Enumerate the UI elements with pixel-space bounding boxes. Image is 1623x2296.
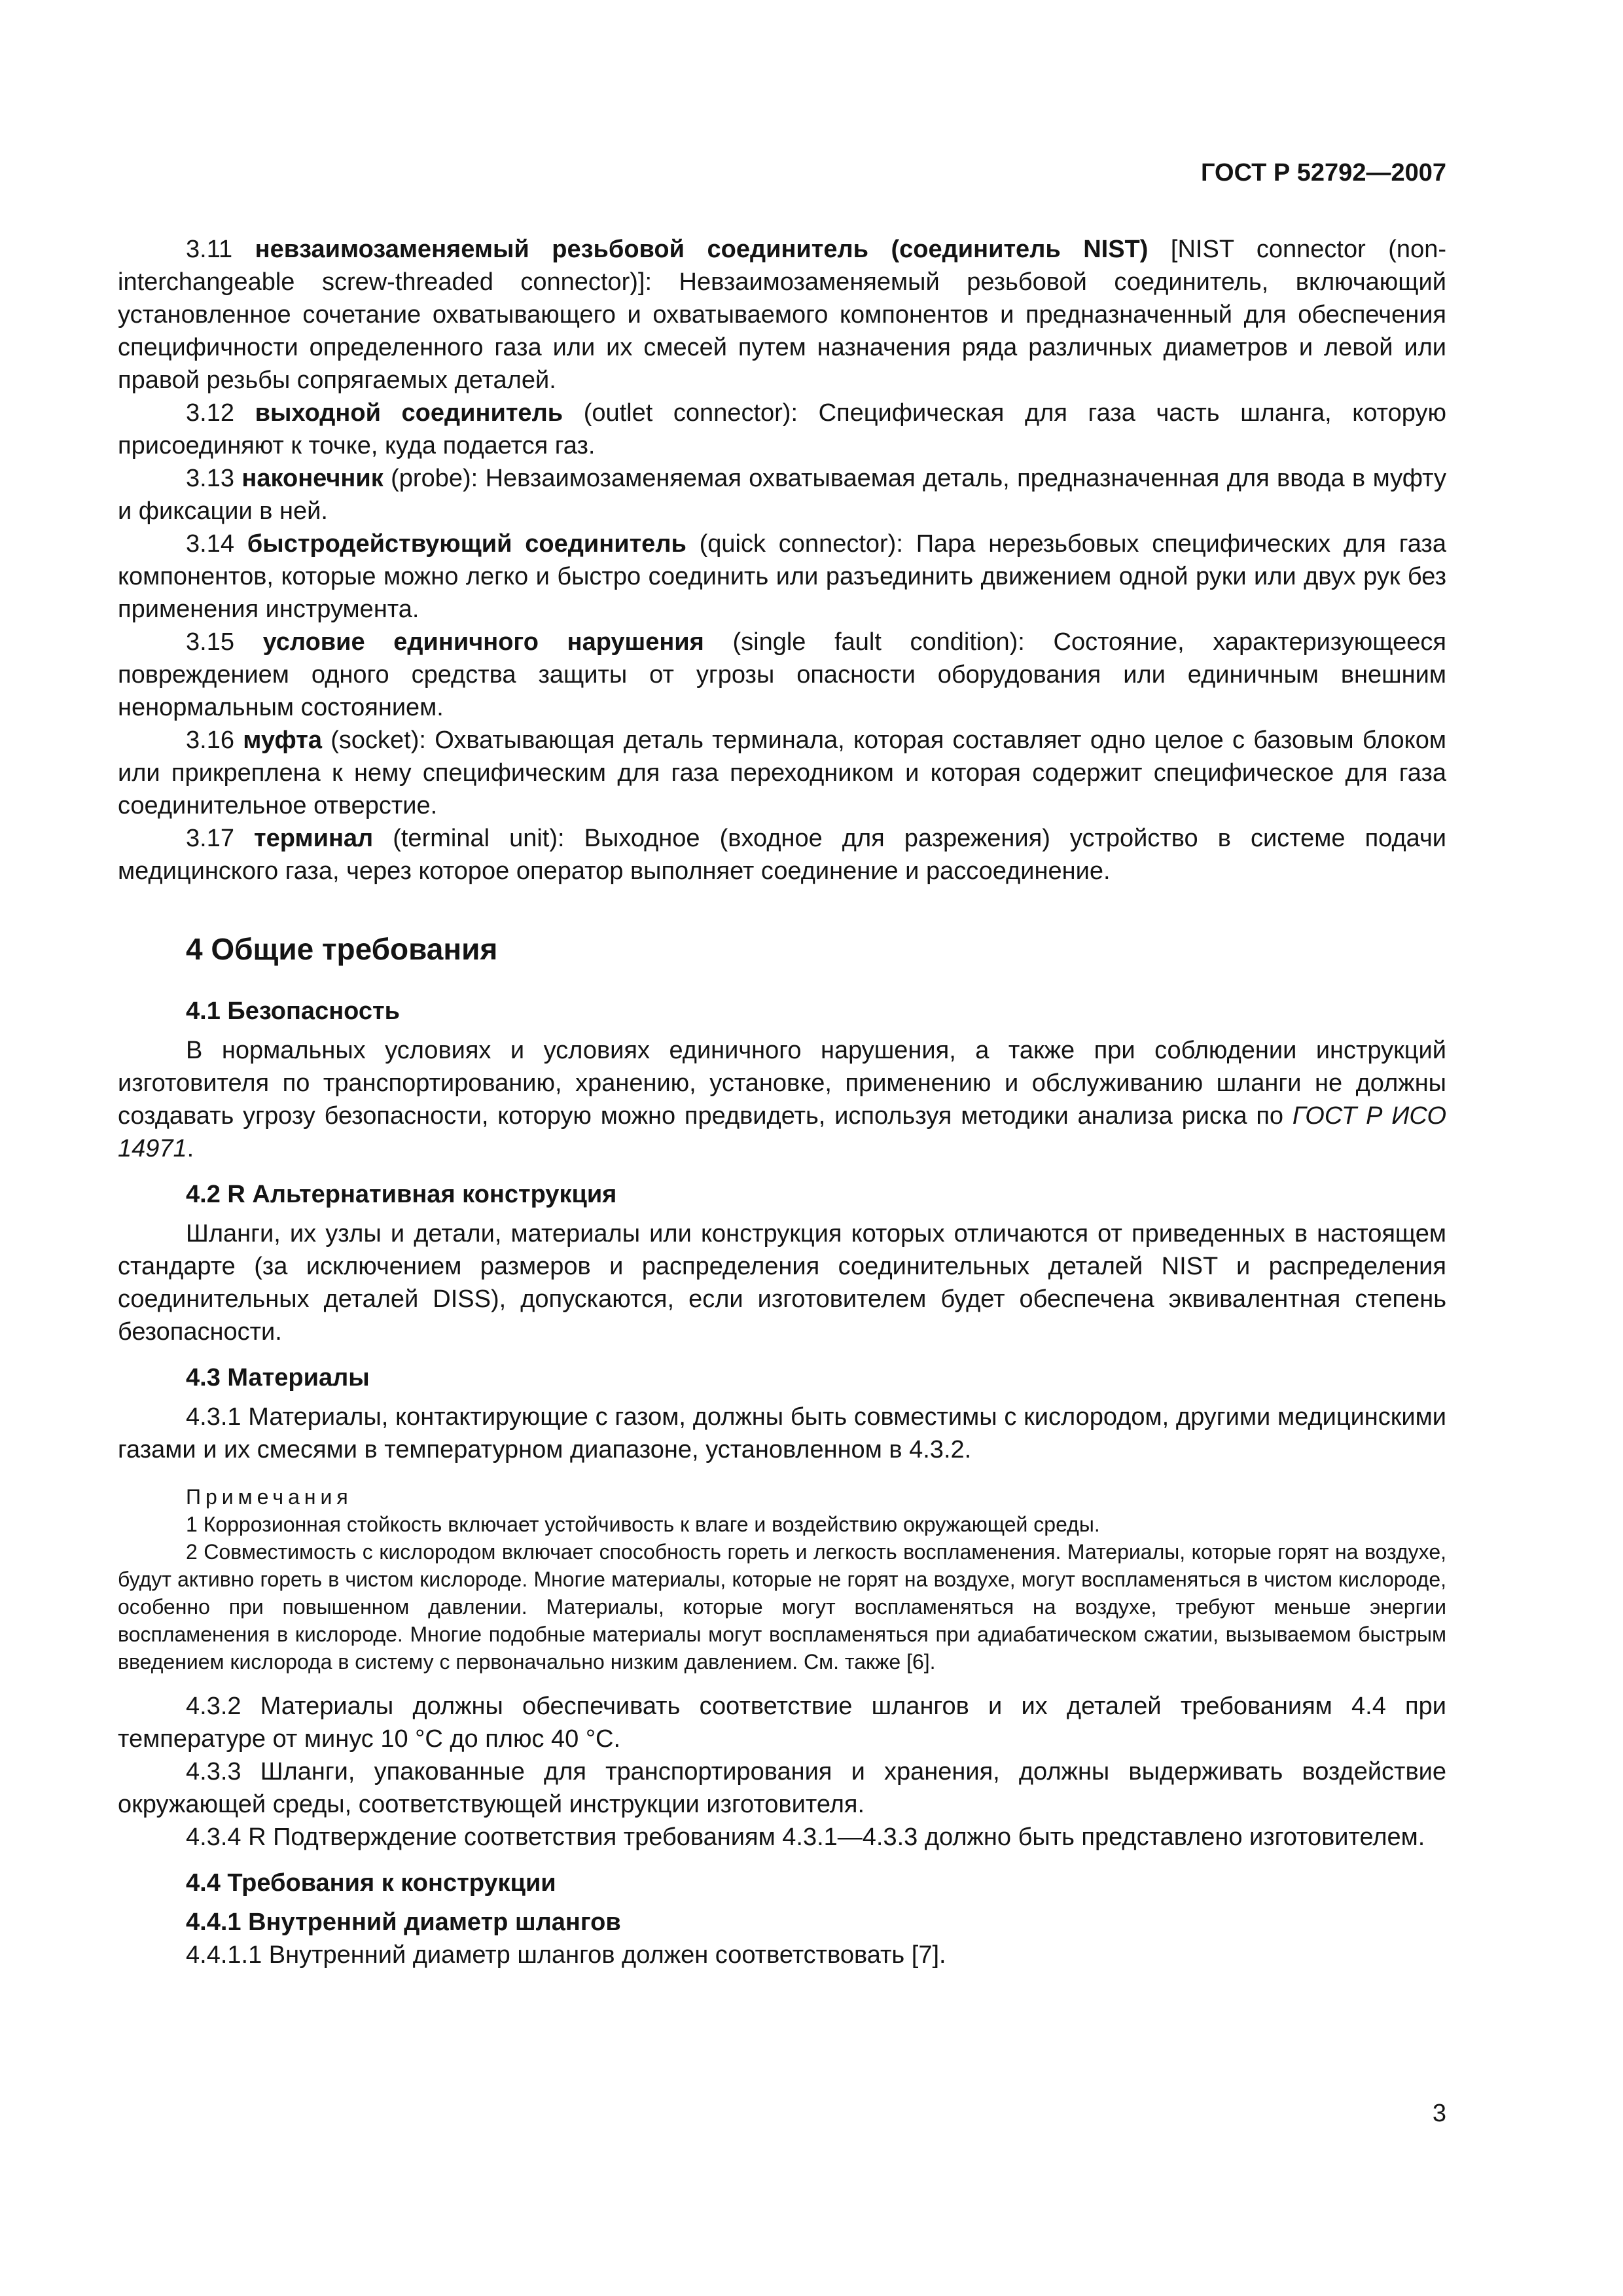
section-4-2-heading: 4.2 R Альтернативная конструкция — [186, 1181, 617, 1208]
definition-text: (quick connector): Пара нерезьбовых специфических для газа компонентов, которые можно легко и быстро соединить или разъединить движением одной руки или двух рук без применения инструмента. — [118, 530, 1446, 623]
section-4-3-4-text: 4.3.4 R Подтверждение соответствия требованиям 4.3.1—4.3.3 должно быть представлено изготовителем. — [186, 1823, 1425, 1851]
section-4-3-2-text: 4.3.2 Материалы должны обеспечивать соответствие шлангов и их деталей требованиям 4.4 при температуре от минус 10 °С до плюс 40 °С. — [118, 1693, 1446, 1753]
definition-number: 3.13 — [186, 465, 242, 492]
section-4-1-text — [118, 1034, 1446, 1165]
notes-block — [118, 1483, 1446, 1676]
definition-3-16 — [118, 724, 1446, 822]
definition-3-13 — [118, 462, 1446, 528]
definition-3-12 — [118, 397, 1446, 462]
definition-text: (terminal unit): Выходное (входное для разрежения) устройство в системе подачи медицинского газа, через которое оператор выполняет соединение и рассоединение. — [118, 825, 1446, 885]
section-4-heading: 4 Общие требования — [186, 932, 498, 966]
definition-text: (socket): Охватывающая деталь терминала, которая составляет одно целое с базовым блоком или прикреплена к нему специфическим для газа переходником и которая содержит специфическое для газа соединительное отверстие. — [118, 726, 1446, 819]
document-page — [118, 0, 1446, 2296]
definition-number: 3.11 — [186, 236, 255, 263]
section-4-2-text: Шланги, их узлы и детали, материалы или конструкция которых отличаются от приведенных в настоящем стандарте (за исключением размеров и распределения соединительных деталей NIST и распределения соединительных деталей DISS), допускаются, если изготовителем будет обеспечена эквивалентная степень безопасности. — [118, 1220, 1446, 1346]
section-4-4-heading: 4.4 Требования к конструкции — [186, 1869, 556, 1897]
section-4-4-1-heading: 4.4.1 Внутренний диаметр шлангов — [186, 1909, 621, 1936]
definition-text: (outlet connector): Специфическая для газа часть шланга, которую присоединяют к точке, куда подается газ. — [118, 399, 1446, 459]
standard-id-header: ГОСТ Р 52792—2007 — [1201, 159, 1446, 187]
definition-number: 3.14 — [186, 530, 247, 558]
note-1: 1 Коррозионная стойкость включает устойчивость к влаге и воздействию окружающей среды. — [186, 1513, 1100, 1536]
definition-term: наконечник — [241, 465, 383, 492]
section-4-3-3-text: 4.3.3 Шланги, упакованные для транспортирования и хранения, должны выдерживать воздействие окружающей среды, соответствующей инструкции изготовителя. — [118, 1758, 1446, 1818]
definition-number: 3.12 — [186, 399, 255, 427]
page-number: 3 — [1432, 2100, 1446, 2127]
definition-term: выходной соединитель — [255, 399, 563, 427]
section-4-1-heading: 4.1 Безопасность — [186, 997, 400, 1025]
page-body — [118, 233, 1446, 1971]
definition-text: [NIST connector (non-interchangeable screw-threaded connector)]: Невзаимозаменяемый резьбовой соединитель, включающий установленное сочетание охватывающего и охватываемого компонентов и предназначенный для обеспечения специфичности определенного газа или их смесей путем назначения ряда различных диаметров и левой или правой резьбы сопрягаемых деталей. — [118, 236, 1446, 394]
definition-3-17 — [118, 822, 1446, 888]
section-4-3-1-text: 4.3.1 Материалы, контактирующие с газом, должны быть совместимы с кислородом, другими медицинскими газами и их смесями в температурном диапазоне, установленном в 4.3.2. — [118, 1403, 1446, 1463]
definition-term: невзаимозаменяемый резьбовой соединитель (соединитель NIST) — [255, 236, 1149, 263]
definition-text: (probe): Невзаимозаменяемая охватываемая деталь, предназначенная для ввода в муфту и фиксации в ней. — [118, 465, 1446, 525]
definition-3-11 — [118, 233, 1446, 397]
definition-term: быстродействующий соединитель — [247, 530, 687, 558]
definition-number: 3.15 — [186, 628, 263, 656]
definition-number: 3.17 — [186, 825, 255, 852]
section-4-3-heading: 4.3 Материалы — [186, 1364, 370, 1391]
section-4-4-1-1-text: 4.4.1.1 Внутренний диаметр шлангов должен соответствовать [7]. — [186, 1941, 946, 1969]
standard-reference: ГОСТ Р ИСО 14971 — [118, 1102, 1446, 1162]
definition-term: муфта — [243, 726, 322, 754]
paragraph-end: . — [187, 1135, 194, 1162]
notes-title: Примечания — [186, 1485, 353, 1509]
paragraph-text: В нормальных условиях и условиях единичного нарушения, а также при соблюдении инструкций изготовителя по транспортированию, хранению, установке, применению и обслуживанию шланги не должны создавать угрозу безопасности, которую можно предвидеть, используя методики анализа риска по — [118, 1037, 1446, 1130]
definition-term: терминал — [254, 825, 374, 852]
note-2: 2 Совместимость с кислородом включает способность гореть и легкость воспламенения. Материалы, которые горят на воздухе, будут активно гореть в чистом кислороде. Многие материалы, которые не горят на воздухе, могут воспламеняться в чистом кислороде, особенно при повышенном давлении. Материалы, которые могут воспламеняться на воздухе, требуют меньше энергии воспламенения в кислороде. Многие подобные материалы могут воспламеняться при адиабатическом сжатии, вызываемом быстрым введением кислорода в систему с первоначально низким давлением. См. также [6]. — [118, 1540, 1446, 1674]
definition-number: 3.16 — [186, 726, 243, 754]
definition-term: условие единичного нарушения — [262, 628, 704, 656]
definition-text: (single fault condition): Состояние, характеризующееся повреждением одного средства защиты от угрозы опасности оборудования или единичным внешним ненормальным состоянием. — [118, 628, 1446, 721]
definition-3-15 — [118, 626, 1446, 724]
definition-3-14 — [118, 528, 1446, 626]
